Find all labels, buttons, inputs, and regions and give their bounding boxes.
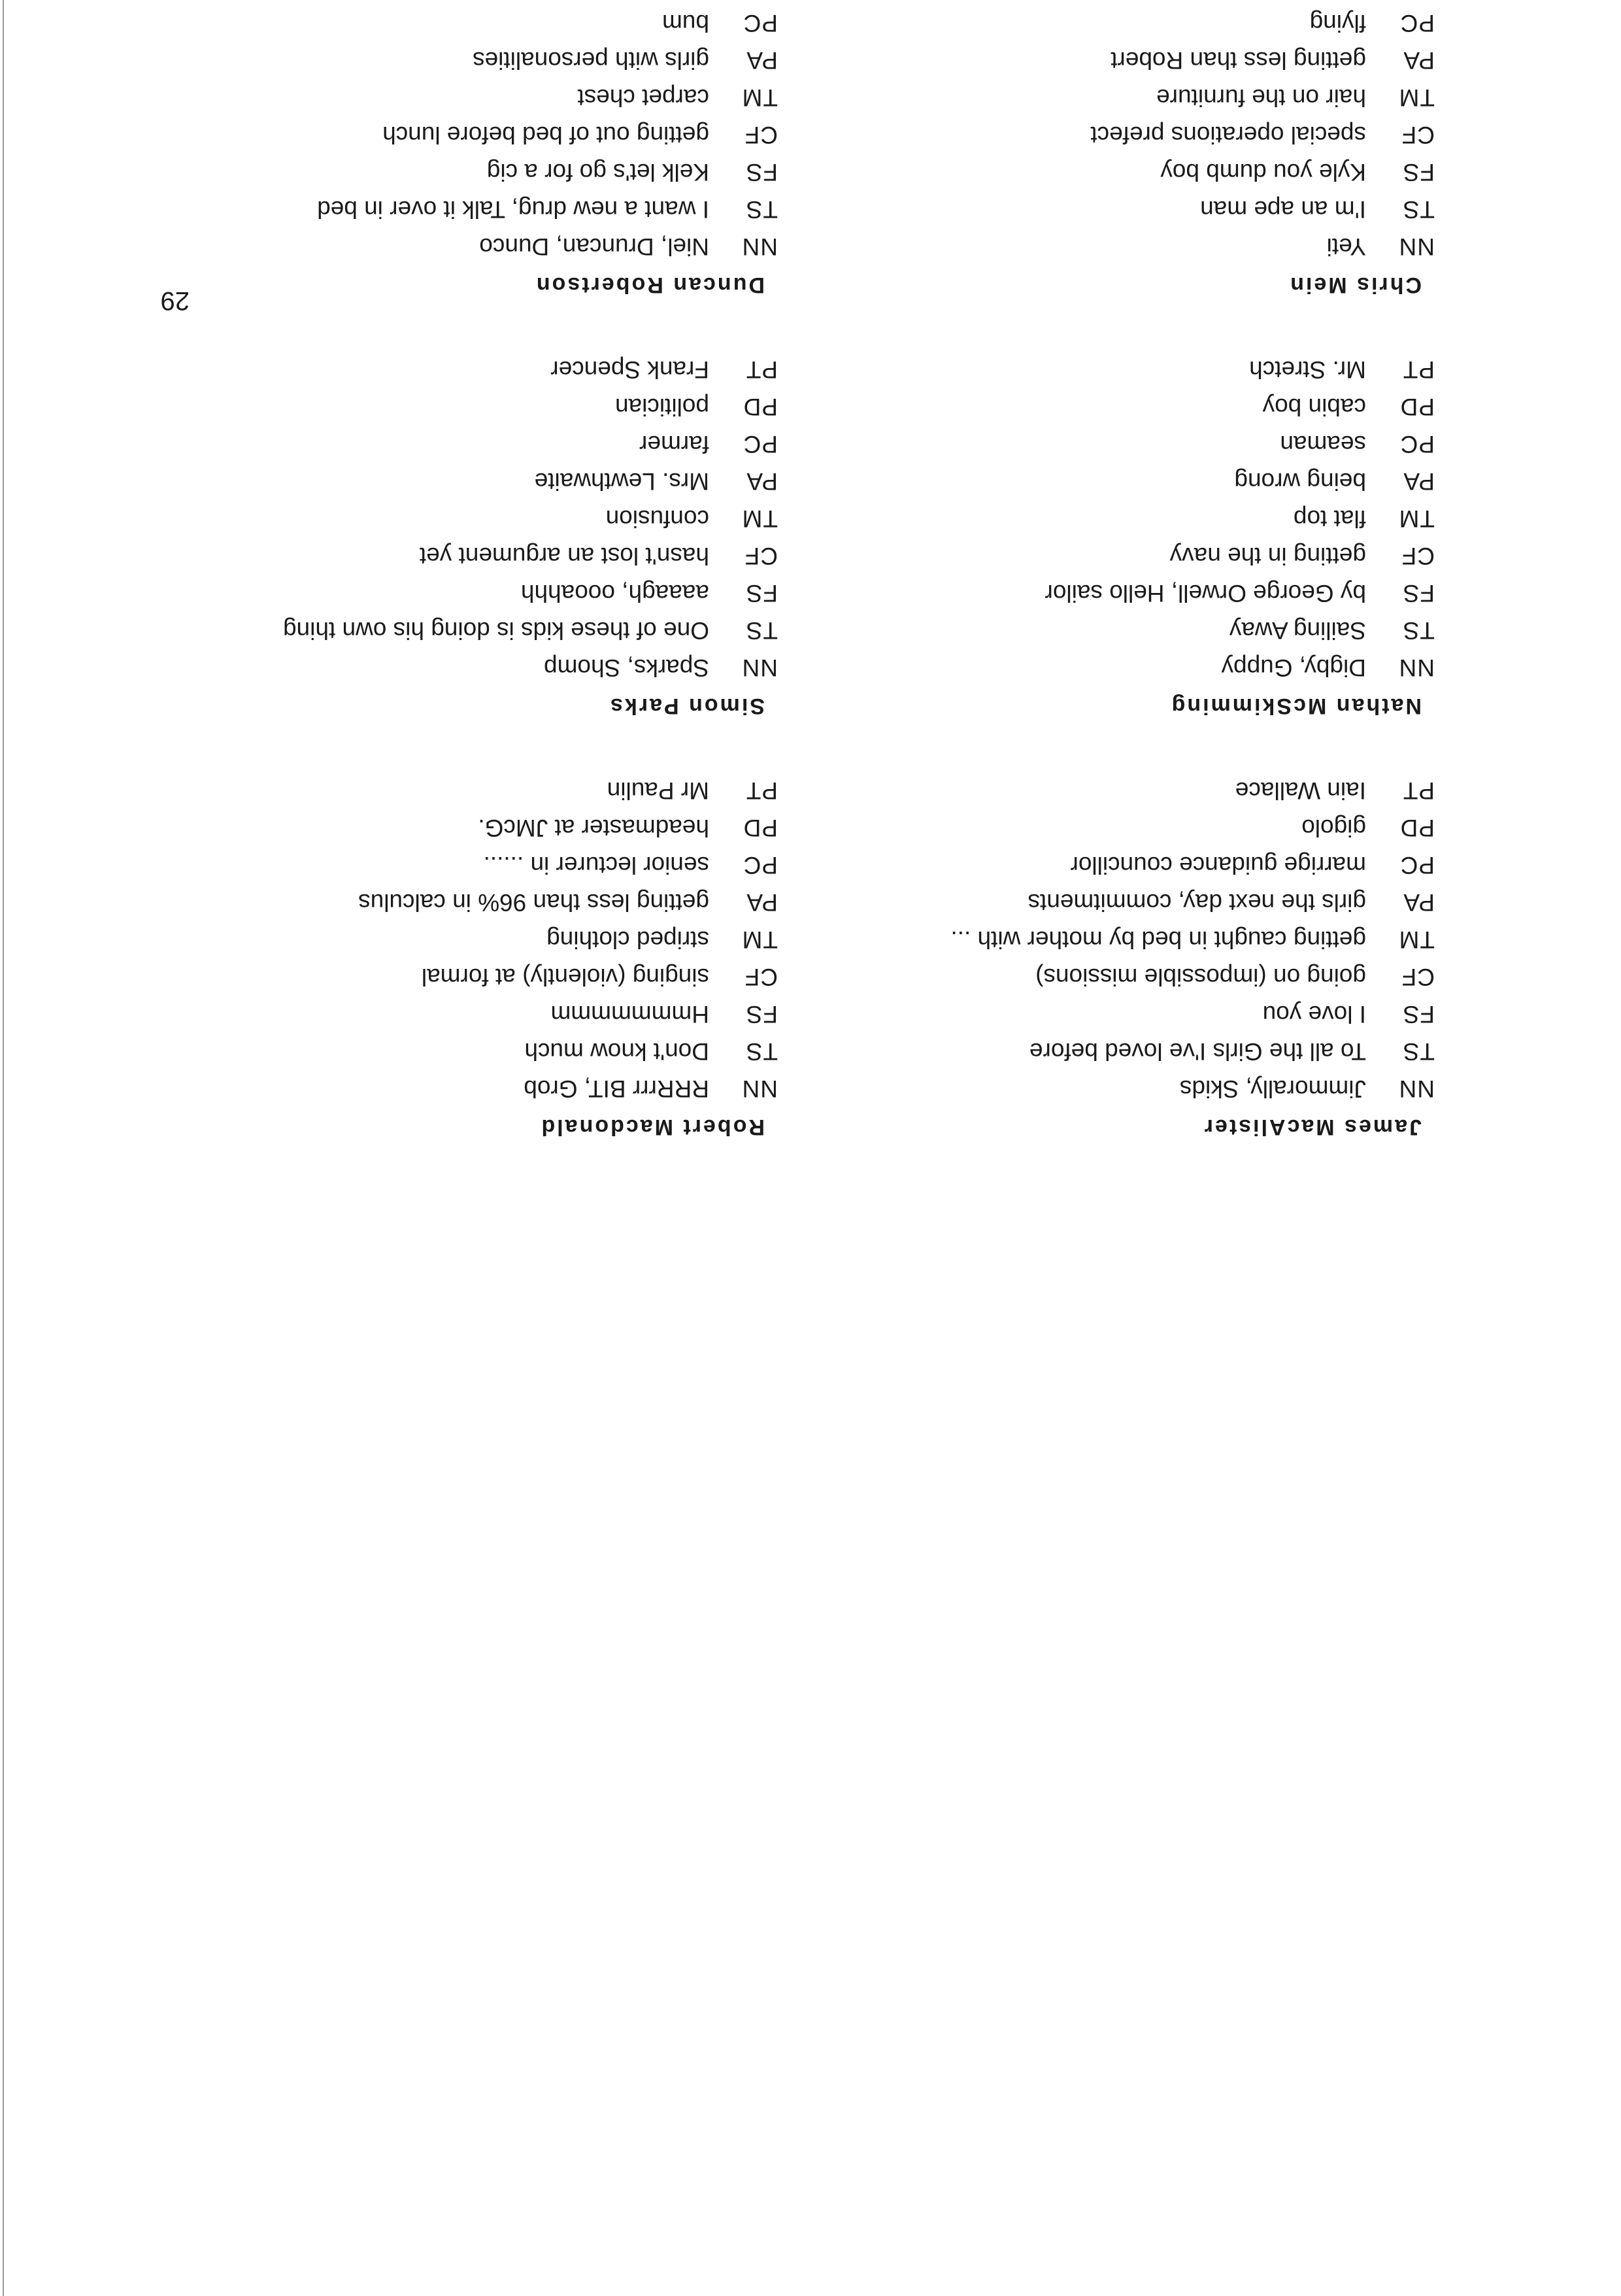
entry-text: Kyle you dumb boy [1160, 159, 1366, 186]
entry-text: I love you [1262, 1001, 1366, 1028]
entry-row [768, 921, 1435, 958]
entry-code: PT [1402, 356, 1435, 383]
entry-code: PD [1399, 394, 1435, 420]
page-number: 29 [160, 286, 190, 315]
entry-code: CF [744, 964, 778, 990]
entry-code: PC [743, 852, 778, 879]
entry-row [111, 79, 778, 116]
entry-text: politician [615, 394, 709, 420]
entry-text: gigolo [1301, 815, 1366, 841]
entry-code: TS [745, 617, 778, 644]
entry-row [768, 1033, 1435, 1070]
entry-text: flying [1309, 10, 1366, 37]
entry-code: NN [741, 654, 778, 681]
entry-code: PT [745, 356, 778, 383]
entry-text: bum [662, 10, 709, 37]
entry-row [768, 996, 1435, 1033]
entry-text: farmer [639, 431, 709, 458]
entry-text: getting out of bed before lunch [382, 122, 709, 148]
entry-row [768, 809, 1435, 847]
entry-code: TS [745, 1038, 778, 1065]
entry-text: getting less than 96% in calculus [358, 889, 709, 916]
entry-text: getting less than Robert [1111, 47, 1366, 74]
entry-text: hair on the furniture [1156, 84, 1366, 111]
entry-text: Mrs. Lewthwaite [534, 468, 709, 495]
person-name: Chris Mein [1288, 273, 1422, 297]
person-block [111, 726, 778, 1147]
entry-code: PT [1402, 777, 1435, 804]
entry-row [111, 0, 778, 5]
entry-row [768, 79, 1435, 116]
entry-row [768, 351, 1435, 388]
entry-row [768, 649, 1435, 686]
entry-code: CF [744, 122, 778, 148]
entry-code: PC [1399, 852, 1435, 879]
entry-row [768, 426, 1435, 463]
entry-code: CF [1401, 122, 1435, 148]
entry-code: TM [741, 84, 778, 111]
entry-code: PT [745, 777, 778, 804]
entry-row [111, 958, 778, 996]
person-name: Simon Parks [609, 694, 765, 718]
entry-text: Digby, Guppy [1221, 654, 1366, 681]
left-column [768, 0, 1435, 1147]
person-block [768, 0, 1435, 305]
entry-row [111, 500, 778, 537]
entry-text: going on (impossible missions) [1035, 964, 1366, 990]
person-block [111, 0, 778, 305]
person-name: Robert Macdonald [539, 1115, 765, 1140]
entry-code: PA [746, 47, 778, 74]
entry-text: Sparks, Shomp [544, 654, 709, 681]
entry-text: marrige guidance councillor [1070, 852, 1366, 879]
entry-text: special operations prefect [1090, 122, 1366, 148]
entry-code: NN [741, 1075, 778, 1102]
entry-row [111, 921, 778, 958]
entry-code: TS [745, 196, 778, 223]
person-name: James MacAlister [1202, 1115, 1422, 1140]
entry-row [768, 575, 1435, 612]
entry-code: FS [745, 159, 778, 186]
person-name: Nathan McSkimming [1169, 694, 1422, 718]
entry-code: NN [1398, 233, 1435, 260]
person-name: Duncan Robertson [534, 273, 765, 297]
entry-text: Mr. Stretch [1249, 356, 1366, 383]
entry-code: NN [741, 233, 778, 260]
entry-code: PC [1399, 10, 1435, 37]
entry-code: PD [1399, 815, 1435, 841]
entry-code: CF [744, 543, 778, 569]
entry-row [768, 847, 1435, 884]
entry-code: TM [1398, 84, 1435, 111]
entry-row [111, 884, 778, 921]
entry-code: FS [1402, 580, 1435, 607]
entry-code: PA [746, 468, 778, 495]
entry-row [111, 537, 778, 575]
right-column [111, 0, 778, 1147]
entry-code: TM [1398, 505, 1435, 532]
entry-code: PA [1403, 468, 1435, 495]
entry-text: Sailing Away [1229, 617, 1366, 644]
entry-row [768, 5, 1435, 42]
entry-text: Iain Wallace [1235, 777, 1366, 804]
entry-row [768, 228, 1435, 265]
entry-row [768, 116, 1435, 154]
entry-text: Niel, Druncan, Dunco [479, 233, 709, 260]
entry-row [768, 1070, 1435, 1107]
entry-row [768, 958, 1435, 996]
entry-code: CF [1401, 964, 1435, 990]
entry-text: hasn't lost an argument yet [419, 543, 709, 569]
entry-row [768, 388, 1435, 426]
entry-row [111, 463, 778, 500]
entry-text: I'm an ape man [1200, 196, 1366, 223]
entry-row [111, 191, 778, 228]
entry-row [768, 772, 1435, 809]
entry-text: carpet chest [577, 84, 709, 111]
entry-code: TM [741, 926, 778, 953]
entry-row [111, 1033, 778, 1070]
entry-code: TS [1402, 196, 1435, 223]
entry-text: aaaagh, oooahhh [520, 580, 709, 607]
scan-edge-line [3, 0, 4, 2296]
entry-code: FS [745, 580, 778, 607]
entry-text: girls the next day, commitments [1028, 889, 1366, 916]
entry-text: Kelk let's go for a cig [486, 159, 709, 186]
entry-row [111, 1070, 778, 1107]
entry-text: headmaster at JMcG. [478, 815, 709, 841]
entry-code: TS [1402, 1038, 1435, 1065]
entry-code: FS [1402, 1001, 1435, 1028]
entry-row [111, 809, 778, 847]
entry-code: NN [1398, 654, 1435, 681]
entry-text: by George Orwell, Hello sailor [1044, 580, 1366, 607]
entry-code: PA [1403, 889, 1435, 916]
entry-row [768, 500, 1435, 537]
entry-row [768, 463, 1435, 500]
entry-row [111, 649, 778, 686]
entry-text: cabin boy [1262, 394, 1366, 420]
entry-code: PC [1399, 431, 1435, 458]
entry-row [768, 42, 1435, 79]
entry-text: confusion [605, 505, 709, 532]
entry-row [111, 575, 778, 612]
entry-row [111, 154, 778, 191]
entry-row [111, 42, 778, 79]
entry-code [1366, 0, 1435, 5]
entry-code: PC [743, 431, 778, 458]
entry-text: Frank Spencer [550, 356, 709, 383]
entry-code [709, 0, 778, 5]
entry-row [111, 772, 778, 809]
entry-text: senior lecturer in ...... [483, 852, 709, 879]
entry-row [111, 426, 778, 463]
entry-text: singing (violently) at formal [421, 964, 709, 990]
entry-row [768, 884, 1435, 921]
entry-code: NN [1398, 1075, 1435, 1102]
person-block [768, 305, 1435, 726]
entry-text: Don't know much [524, 1038, 709, 1065]
entry-text: striped clothing [546, 926, 709, 953]
entry-row [768, 191, 1435, 228]
entry-row [111, 388, 778, 426]
entry-row [111, 612, 778, 649]
entry-text: To all the Girls I've loved before [1029, 1038, 1366, 1065]
entry-row [111, 351, 778, 388]
entry-row [111, 996, 778, 1033]
entry-text [111, 0, 709, 5]
person-block [111, 305, 778, 726]
entry-code: TM [1398, 926, 1435, 953]
entry-text: One of these kids is doing his own thing [283, 617, 709, 644]
entry-text: RRRrrr BIT, Grob [524, 1075, 709, 1102]
entry-row [768, 537, 1435, 575]
entry-text: Hmmmmmmm [550, 1001, 709, 1028]
entry-text: I want a new drug, Talk it over in bed [317, 196, 709, 223]
person-block [768, 726, 1435, 1147]
entry-text: Yeti [1326, 233, 1366, 260]
entry-row [111, 5, 778, 42]
entry-code: CF [1401, 543, 1435, 569]
entry-code: PA [1403, 47, 1435, 74]
entry-text [768, 0, 1366, 5]
entry-code: PD [743, 394, 778, 420]
entry-code: FS [1402, 159, 1435, 186]
entry-code: PC [743, 10, 778, 37]
entry-row [768, 0, 1435, 5]
entry-text: Jimmorally, Skids [1179, 1075, 1366, 1102]
entry-text: girls with personalities [473, 47, 709, 74]
entry-code: FS [745, 1001, 778, 1028]
entry-text: getting caught in bed by mother with ... [950, 926, 1366, 953]
entry-text: Mr Paulin [607, 777, 709, 804]
entry-text: being wrong [1234, 468, 1366, 495]
entry-row [111, 116, 778, 154]
entry-code: PD [743, 815, 778, 841]
entry-code: TS [1402, 617, 1435, 644]
entry-row [768, 154, 1435, 191]
entry-row [111, 228, 778, 265]
entry-row [768, 612, 1435, 649]
entry-row [111, 847, 778, 884]
entry-text: flat top [1293, 505, 1366, 532]
entry-code: PA [746, 889, 778, 916]
entry-code: TM [741, 505, 778, 532]
entry-text: getting in the navy [1169, 543, 1366, 569]
entry-text: seaman [1280, 431, 1366, 458]
